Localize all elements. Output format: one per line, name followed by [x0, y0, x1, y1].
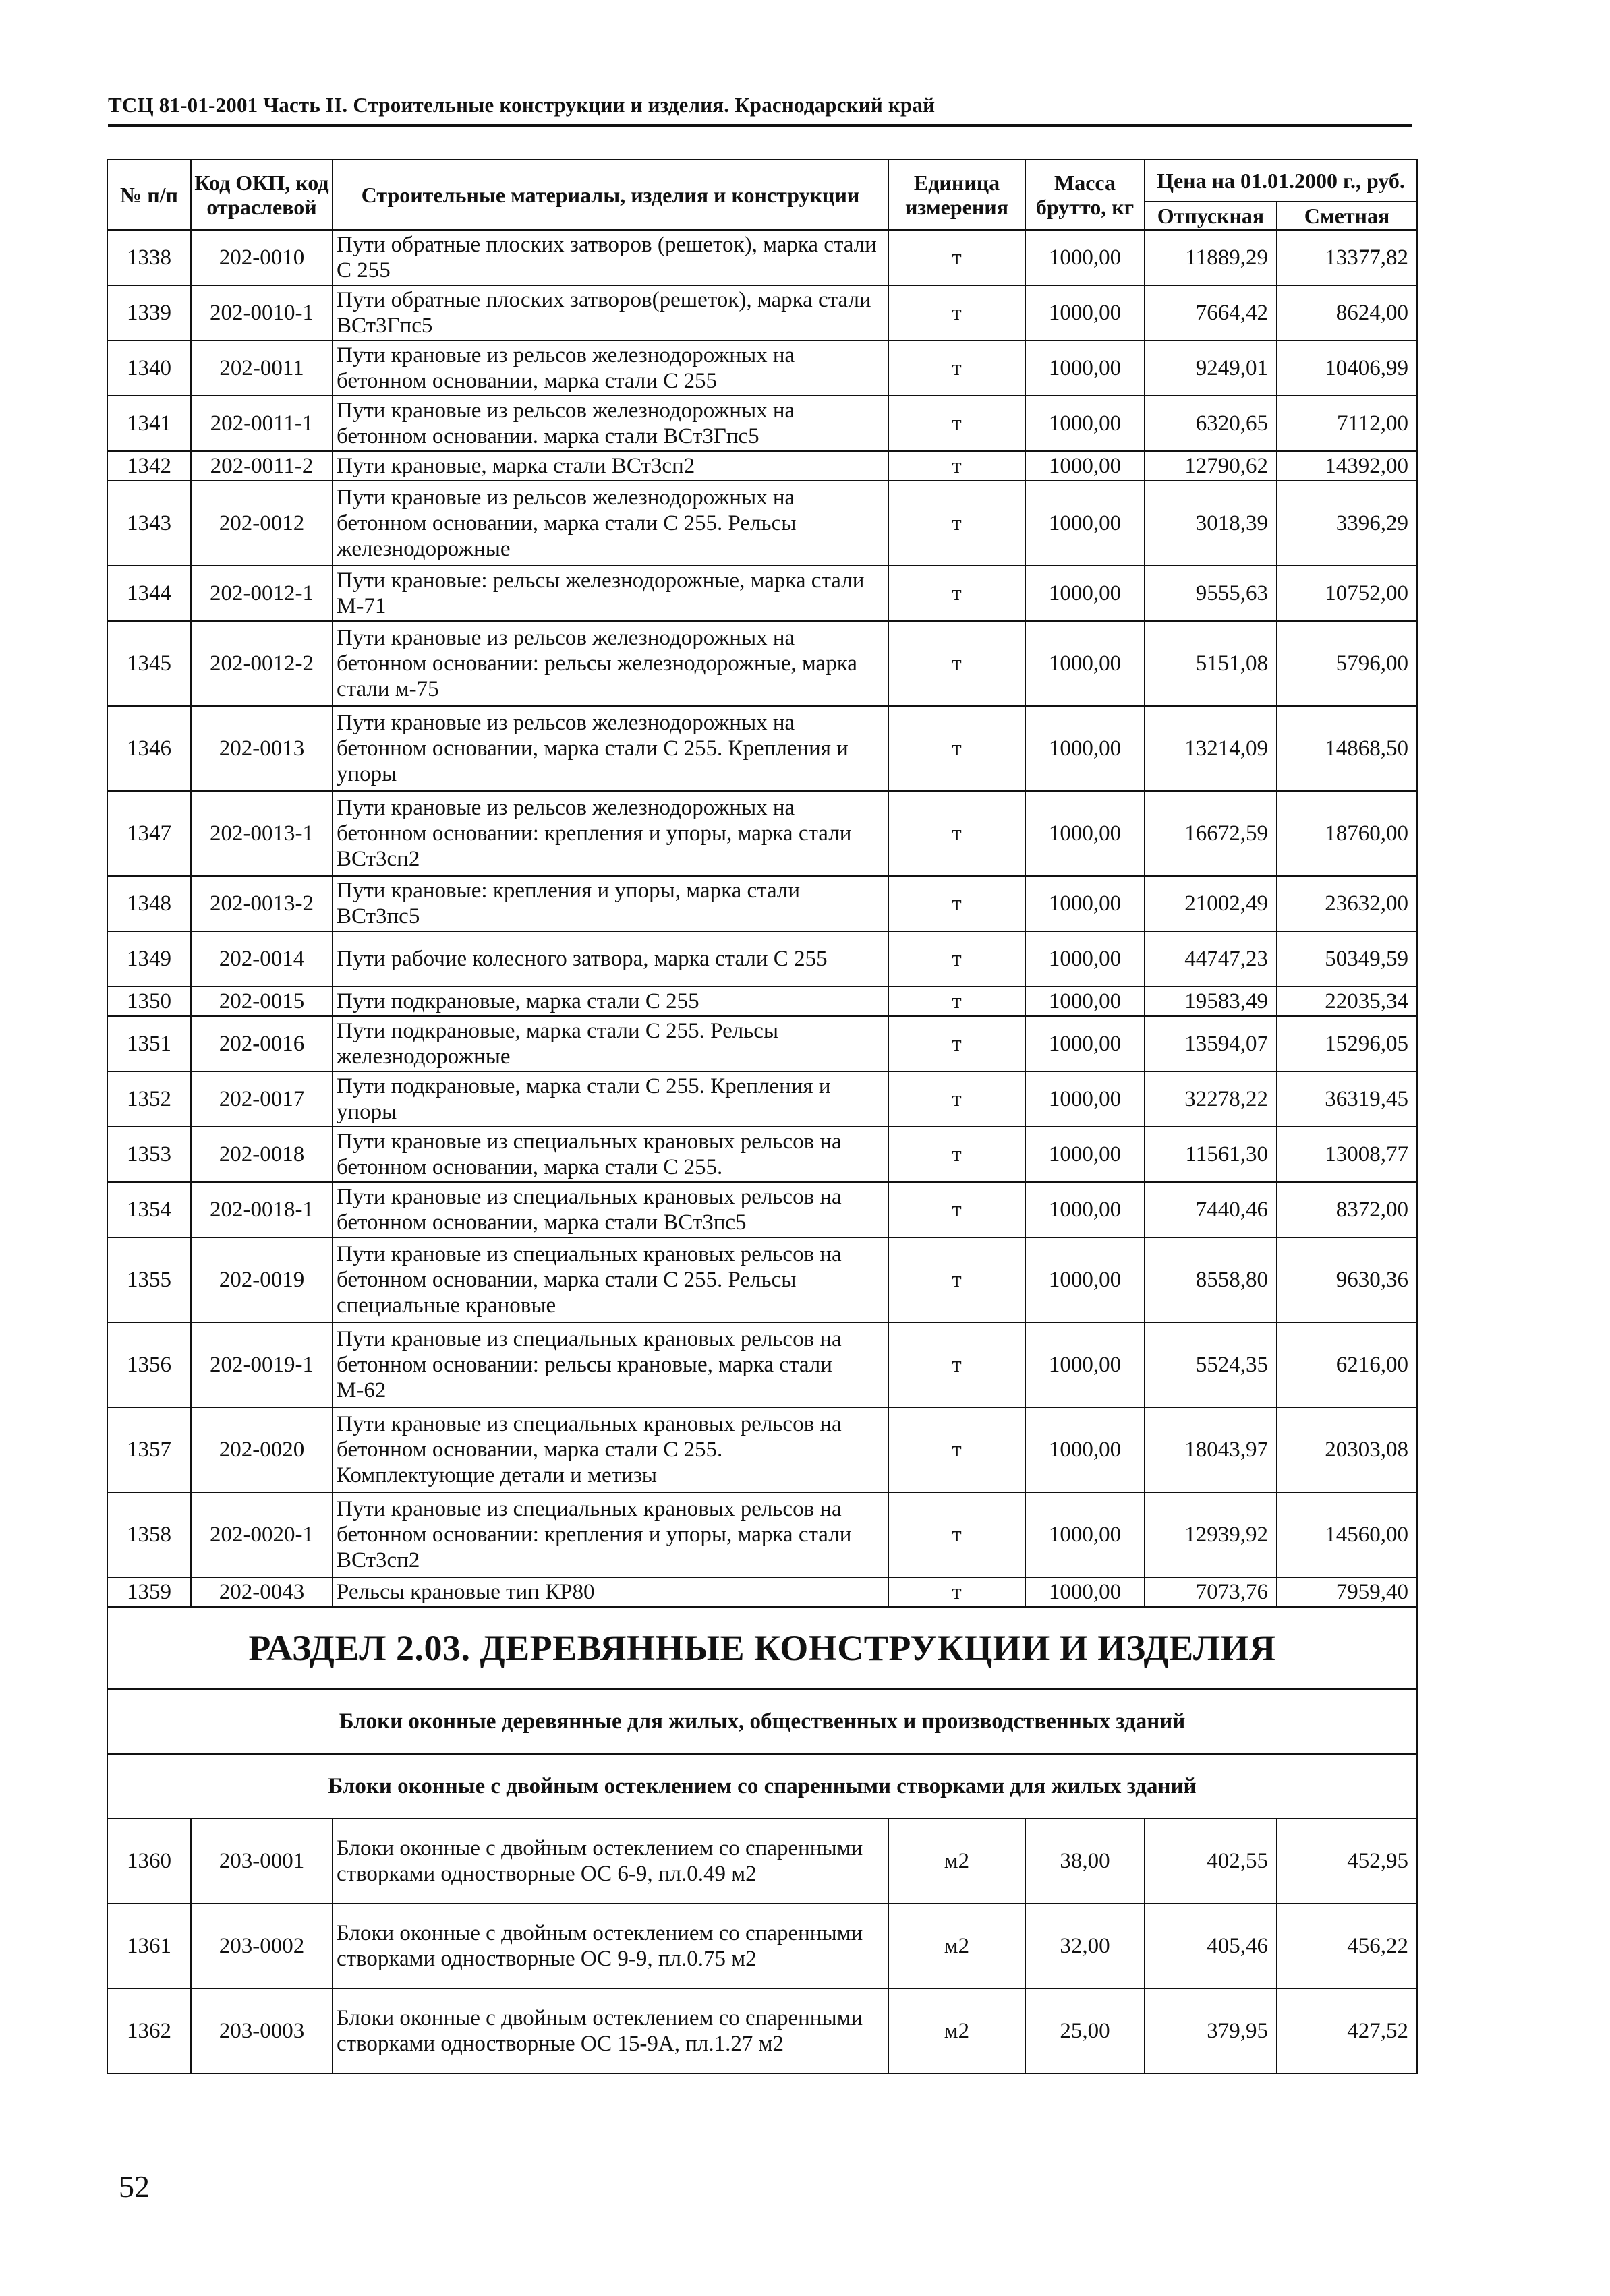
cell-estimate: 452,95 — [1277, 1819, 1417, 1904]
table-row — [107, 230, 1417, 285]
table-row — [107, 1819, 1417, 1904]
cell-unit: т — [888, 931, 1025, 987]
cell-code: 202-0012 — [191, 481, 333, 566]
cell-unit: т — [888, 341, 1025, 396]
cell-num: 1359 — [107, 1577, 191, 1607]
cell-unit: т — [888, 451, 1025, 481]
table-row — [107, 1492, 1417, 1577]
running-header: ТСЦ 81-01-2001 Часть II. Строительные конструкции и изделия. Краснодарский край — [108, 93, 936, 117]
table-row — [107, 1904, 1417, 1989]
cell-name: Пути подкрановые, марка стали С 255. Рельсы железнодорожные — [333, 1016, 888, 1071]
cell-estimate: 427,52 — [1277, 1989, 1417, 2073]
cell-price: 7073,76 — [1145, 1577, 1277, 1607]
cell-name: Пути обратные плоских затворов (решеток), марка стали С 255 — [333, 230, 888, 285]
cell-name: Пути крановые из специальных крановых рельсов на бетонном основании, марка стали С 255. Комплектующие детали и метизы — [333, 1407, 888, 1492]
table-row — [107, 1071, 1417, 1127]
cell-code: 202-0013-2 — [191, 876, 333, 931]
cell-unit: т — [888, 621, 1025, 706]
cell-mass: 1000,00 — [1025, 1322, 1145, 1407]
cell-num: 1362 — [107, 1989, 191, 2073]
cell-estimate: 18760,00 — [1277, 791, 1417, 876]
cell-price: 6320,65 — [1145, 396, 1277, 451]
cell-estimate: 7959,40 — [1277, 1577, 1417, 1607]
cell-unit: т — [888, 396, 1025, 451]
section-title: РАЗДЕЛ 2.03. ДЕРЕВЯННЫЕ КОНСТРУКЦИИ И ИЗДЕЛИЯ — [107, 1607, 1417, 1689]
cell-name: Пути крановые из рельсов железнодорожных на бетонном основании, марка стали С 255 — [333, 341, 888, 396]
table-row — [107, 566, 1417, 621]
table-row — [107, 451, 1417, 481]
table-row — [107, 876, 1417, 931]
cell-price: 5151,08 — [1145, 621, 1277, 706]
cell-unit: т — [888, 987, 1025, 1016]
cell-mass: 1000,00 — [1025, 451, 1145, 481]
subgroup-title: Блоки оконные с двойным остеклением со спаренными створками для жилых зданий — [107, 1754, 1417, 1819]
cell-estimate: 36319,45 — [1277, 1071, 1417, 1127]
cell-mass: 1000,00 — [1025, 1577, 1145, 1607]
cell-num: 1358 — [107, 1492, 191, 1577]
cell-mass: 1000,00 — [1025, 1407, 1145, 1492]
cell-mass: 1000,00 — [1025, 1182, 1145, 1237]
cell-code: 202-0016 — [191, 1016, 333, 1071]
cell-num: 1344 — [107, 566, 191, 621]
cell-name: Пути обратные плоских затворов(решеток), марка стали ВСт3Гпс5 — [333, 285, 888, 341]
cell-price: 32278,22 — [1145, 1071, 1277, 1127]
cell-mass: 1000,00 — [1025, 1492, 1145, 1577]
cell-unit: т — [888, 1322, 1025, 1407]
cell-estimate: 10406,99 — [1277, 341, 1417, 396]
cell-name: Блоки оконные с двойным остеклением со спаренными створками одностворные ОС 9-9, пл.0.75 м2 — [333, 1904, 888, 1989]
table-row — [107, 1182, 1417, 1237]
cell-num: 1340 — [107, 341, 191, 396]
table-row — [107, 341, 1417, 396]
cell-name: Пути крановые из рельсов железнодорожных на бетонном основании, марка стали С 255. Крепления и упоры — [333, 706, 888, 791]
cell-unit: т — [888, 1577, 1025, 1607]
cell-estimate: 8624,00 — [1277, 285, 1417, 341]
section-heading — [107, 1607, 1417, 1819]
table-row — [107, 481, 1417, 566]
header-rule — [108, 124, 1412, 127]
table-row — [107, 285, 1417, 341]
cell-price: 13214,09 — [1145, 706, 1277, 791]
cell-unit: т — [888, 481, 1025, 566]
cell-num: 1351 — [107, 1016, 191, 1071]
cell-price: 9249,01 — [1145, 341, 1277, 396]
cell-code: 202-0019 — [191, 1237, 333, 1322]
cell-code: 202-0012-1 — [191, 566, 333, 621]
cell-estimate: 15296,05 — [1277, 1016, 1417, 1071]
cell-estimate: 7112,00 — [1277, 396, 1417, 451]
page-number: 52 — [119, 2169, 150, 2204]
table-row — [107, 931, 1417, 987]
cell-num: 1353 — [107, 1127, 191, 1182]
cell-estimate: 13377,82 — [1277, 230, 1417, 285]
col-header-price: Отпускная — [1145, 202, 1277, 230]
cell-estimate: 9630,36 — [1277, 1237, 1417, 1322]
cell-name: Блоки оконные с двойным остеклением со спаренными створками одностворные ОС 15-9А, пл.1.27 м2 — [333, 1989, 888, 2073]
cell-num: 1345 — [107, 621, 191, 706]
table-row — [107, 1407, 1417, 1492]
cell-unit: т — [888, 230, 1025, 285]
cell-num: 1355 — [107, 1237, 191, 1322]
cell-name: Пути крановые из специальных крановых рельсов на бетонном основании: рельсы крановые, марка стали М-62 — [333, 1322, 888, 1407]
cell-estimate: 5796,00 — [1277, 621, 1417, 706]
cell-estimate: 6216,00 — [1277, 1322, 1417, 1407]
table-row — [107, 621, 1417, 706]
col-header-mass: Масса брутто, кг — [1025, 160, 1145, 230]
cell-num: 1347 — [107, 791, 191, 876]
cell-price: 9555,63 — [1145, 566, 1277, 621]
cell-unit: м2 — [888, 1904, 1025, 1989]
cell-code: 202-0017 — [191, 1071, 333, 1127]
cell-estimate: 3396,29 — [1277, 481, 1417, 566]
cell-mass: 1000,00 — [1025, 566, 1145, 621]
cell-price: 13594,07 — [1145, 1016, 1277, 1071]
cell-unit: т — [888, 285, 1025, 341]
cell-estimate: 14392,00 — [1277, 451, 1417, 481]
cell-code: 202-0015 — [191, 987, 333, 1016]
cell-unit: т — [888, 1407, 1025, 1492]
cell-estimate: 50349,59 — [1277, 931, 1417, 987]
cell-num: 1339 — [107, 285, 191, 341]
table-body-section-202 — [107, 230, 1417, 1607]
cell-code: 202-0013 — [191, 706, 333, 791]
cell-mass: 1000,00 — [1025, 1127, 1145, 1182]
cell-num: 1342 — [107, 451, 191, 481]
cell-mass: 25,00 — [1025, 1989, 1145, 2073]
cell-price: 12939,92 — [1145, 1492, 1277, 1577]
cell-price: 16672,59 — [1145, 791, 1277, 876]
cell-price: 11561,30 — [1145, 1127, 1277, 1182]
cell-num: 1354 — [107, 1182, 191, 1237]
col-header-unit: Единица измерения — [888, 160, 1025, 230]
cell-name: Пути крановые из специальных крановых рельсов на бетонном основании, марка стали С 255. — [333, 1127, 888, 1182]
table-row — [107, 1127, 1417, 1182]
cell-price: 7440,46 — [1145, 1182, 1277, 1237]
cell-name: Пути крановые из рельсов железнодорожных на бетонном основании: рельсы железнодорожные, марка стали м-75 — [333, 621, 888, 706]
col-header-estimate: Сметная — [1277, 202, 1417, 230]
cell-code: 203-0002 — [191, 1904, 333, 1989]
cell-num: 1338 — [107, 230, 191, 285]
table-row — [107, 1322, 1417, 1407]
cell-code: 202-0013-1 — [191, 791, 333, 876]
col-header-code: Код ОКП, код отраслевой — [191, 160, 333, 230]
cell-unit: т — [888, 1127, 1025, 1182]
cell-num: 1356 — [107, 1322, 191, 1407]
cell-price: 11889,29 — [1145, 230, 1277, 285]
cell-name: Пути крановые из рельсов железнодорожных на бетонном основании. марка стали ВСт3Гпс5 — [333, 396, 888, 451]
cell-name: Пути подкрановые, марка стали С 255. Крепления и упоры — [333, 1071, 888, 1127]
col-header-num: № п/п — [107, 160, 191, 230]
cell-mass: 1000,00 — [1025, 876, 1145, 931]
cell-price: 12790,62 — [1145, 451, 1277, 481]
cell-code: 202-0012-2 — [191, 621, 333, 706]
cell-price: 8558,80 — [1145, 1237, 1277, 1322]
cell-code: 202-0011-2 — [191, 451, 333, 481]
cell-num: 1348 — [107, 876, 191, 931]
cell-code: 202-0010 — [191, 230, 333, 285]
cell-mass: 1000,00 — [1025, 621, 1145, 706]
cell-num: 1361 — [107, 1904, 191, 1989]
cell-unit: т — [888, 876, 1025, 931]
cell-mass: 1000,00 — [1025, 1237, 1145, 1322]
cell-name: Пути крановые, марка стали ВСт3сп2 — [333, 451, 888, 481]
cell-unit: т — [888, 1237, 1025, 1322]
cell-code: 202-0043 — [191, 1577, 333, 1607]
table-row — [107, 1577, 1417, 1607]
cell-unit: т — [888, 1016, 1025, 1071]
table-row — [107, 706, 1417, 791]
table-body-section-203 — [107, 1819, 1417, 2073]
cell-mass: 1000,00 — [1025, 1016, 1145, 1071]
table-row — [107, 791, 1417, 876]
cell-mass: 1000,00 — [1025, 285, 1145, 341]
table-row — [107, 1016, 1417, 1071]
cell-price: 405,46 — [1145, 1904, 1277, 1989]
cell-mass: 1000,00 — [1025, 230, 1145, 285]
cell-name: Пути крановые из рельсов железнодорожных на бетонном основании: крепления и упоры, марка стали ВСт3сп2 — [333, 791, 888, 876]
cell-name: Пути крановые из специальных крановых рельсов на бетонном основании: крепления и упоры, марка стали ВСт3сп2 — [333, 1492, 888, 1577]
table-row — [107, 1989, 1417, 2073]
cell-estimate: 23632,00 — [1277, 876, 1417, 931]
cell-code: 202-0018 — [191, 1127, 333, 1182]
cell-price: 7664,42 — [1145, 285, 1277, 341]
table-row — [107, 1237, 1417, 1322]
cell-unit: м2 — [888, 1989, 1025, 2073]
cell-estimate: 456,22 — [1277, 1904, 1417, 1989]
cell-name: Рельсы крановые тип КР80 — [333, 1577, 888, 1607]
cell-num: 1343 — [107, 481, 191, 566]
price-table — [107, 159, 1418, 2074]
cell-unit: т — [888, 1071, 1025, 1127]
cell-code: 202-0020 — [191, 1407, 333, 1492]
cell-price: 5524,35 — [1145, 1322, 1277, 1407]
cell-code: 203-0001 — [191, 1819, 333, 1904]
cell-code: 203-0003 — [191, 1989, 333, 2073]
cell-mass: 1000,00 — [1025, 341, 1145, 396]
cell-estimate: 14560,00 — [1277, 1492, 1417, 1577]
cell-num: 1349 — [107, 931, 191, 987]
cell-name: Пути крановые из рельсов железнодорожных на бетонном основании, марка стали С 255. Рельсы железнодорожные — [333, 481, 888, 566]
cell-name: Пути крановые: рельсы железнодорожные, марка стали М-71 — [333, 566, 888, 621]
cell-num: 1341 — [107, 396, 191, 451]
cell-code: 202-0019-1 — [191, 1322, 333, 1407]
cell-unit: т — [888, 791, 1025, 876]
cell-mass: 1000,00 — [1025, 396, 1145, 451]
cell-mass: 1000,00 — [1025, 1071, 1145, 1127]
cell-num: 1352 — [107, 1071, 191, 1127]
cell-unit: т — [888, 566, 1025, 621]
cell-code: 202-0011-1 — [191, 396, 333, 451]
cell-unit: т — [888, 1492, 1025, 1577]
cell-name: Блоки оконные с двойным остеклением со спаренными створками одностворные ОС 6-9, пл.0.49 м2 — [333, 1819, 888, 1904]
col-header-price-group: Цена на 01.01.2000 г., руб. — [1145, 160, 1417, 202]
cell-mass: 32,00 — [1025, 1904, 1145, 1989]
cell-num: 1357 — [107, 1407, 191, 1492]
cell-price: 18043,97 — [1145, 1407, 1277, 1492]
cell-price: 19583,49 — [1145, 987, 1277, 1016]
cell-mass: 1000,00 — [1025, 706, 1145, 791]
group-title: Блоки оконные деревянные для жилых, общественных и производственных зданий — [107, 1689, 1417, 1754]
cell-mass: 1000,00 — [1025, 481, 1145, 566]
cell-num: 1346 — [107, 706, 191, 791]
col-header-name: Строительные материалы, изделия и конструкции — [333, 160, 888, 230]
cell-code: 202-0011 — [191, 341, 333, 396]
cell-price: 21002,49 — [1145, 876, 1277, 931]
table-row — [107, 396, 1417, 451]
cell-price: 379,95 — [1145, 1989, 1277, 2073]
cell-price: 3018,39 — [1145, 481, 1277, 566]
cell-mass: 1000,00 — [1025, 791, 1145, 876]
cell-unit: м2 — [888, 1819, 1025, 1904]
cell-name: Пути крановые: крепления и упоры, марка стали ВСт3пс5 — [333, 876, 888, 931]
cell-code: 202-0020-1 — [191, 1492, 333, 1577]
cell-name: Пути подкрановые, марка стали С 255 — [333, 987, 888, 1016]
table-row — [107, 987, 1417, 1016]
cell-estimate: 14868,50 — [1277, 706, 1417, 791]
cell-estimate: 20303,08 — [1277, 1407, 1417, 1492]
cell-code: 202-0010-1 — [191, 285, 333, 341]
cell-name: Пути рабочие колесного затвора, марка стали С 255 — [333, 931, 888, 987]
cell-estimate: 13008,77 — [1277, 1127, 1417, 1182]
cell-price: 402,55 — [1145, 1819, 1277, 1904]
cell-num: 1360 — [107, 1819, 191, 1904]
cell-price: 44747,23 — [1145, 931, 1277, 987]
cell-estimate: 22035,34 — [1277, 987, 1417, 1016]
cell-mass: 1000,00 — [1025, 931, 1145, 987]
cell-estimate: 8372,00 — [1277, 1182, 1417, 1237]
cell-code: 202-0018-1 — [191, 1182, 333, 1237]
cell-code: 202-0014 — [191, 931, 333, 987]
cell-mass: 1000,00 — [1025, 987, 1145, 1016]
cell-name: Пути крановые из специальных крановых рельсов на бетонном основании, марка стали С 255. Рельсы специальные крановые — [333, 1237, 888, 1322]
cell-unit: т — [888, 706, 1025, 791]
cell-mass: 38,00 — [1025, 1819, 1145, 1904]
cell-unit: т — [888, 1182, 1025, 1237]
cell-num: 1350 — [107, 987, 191, 1016]
cell-name: Пути крановые из специальных крановых рельсов на бетонном основании, марка стали ВСт3пс5 — [333, 1182, 888, 1237]
cell-estimate: 10752,00 — [1277, 566, 1417, 621]
